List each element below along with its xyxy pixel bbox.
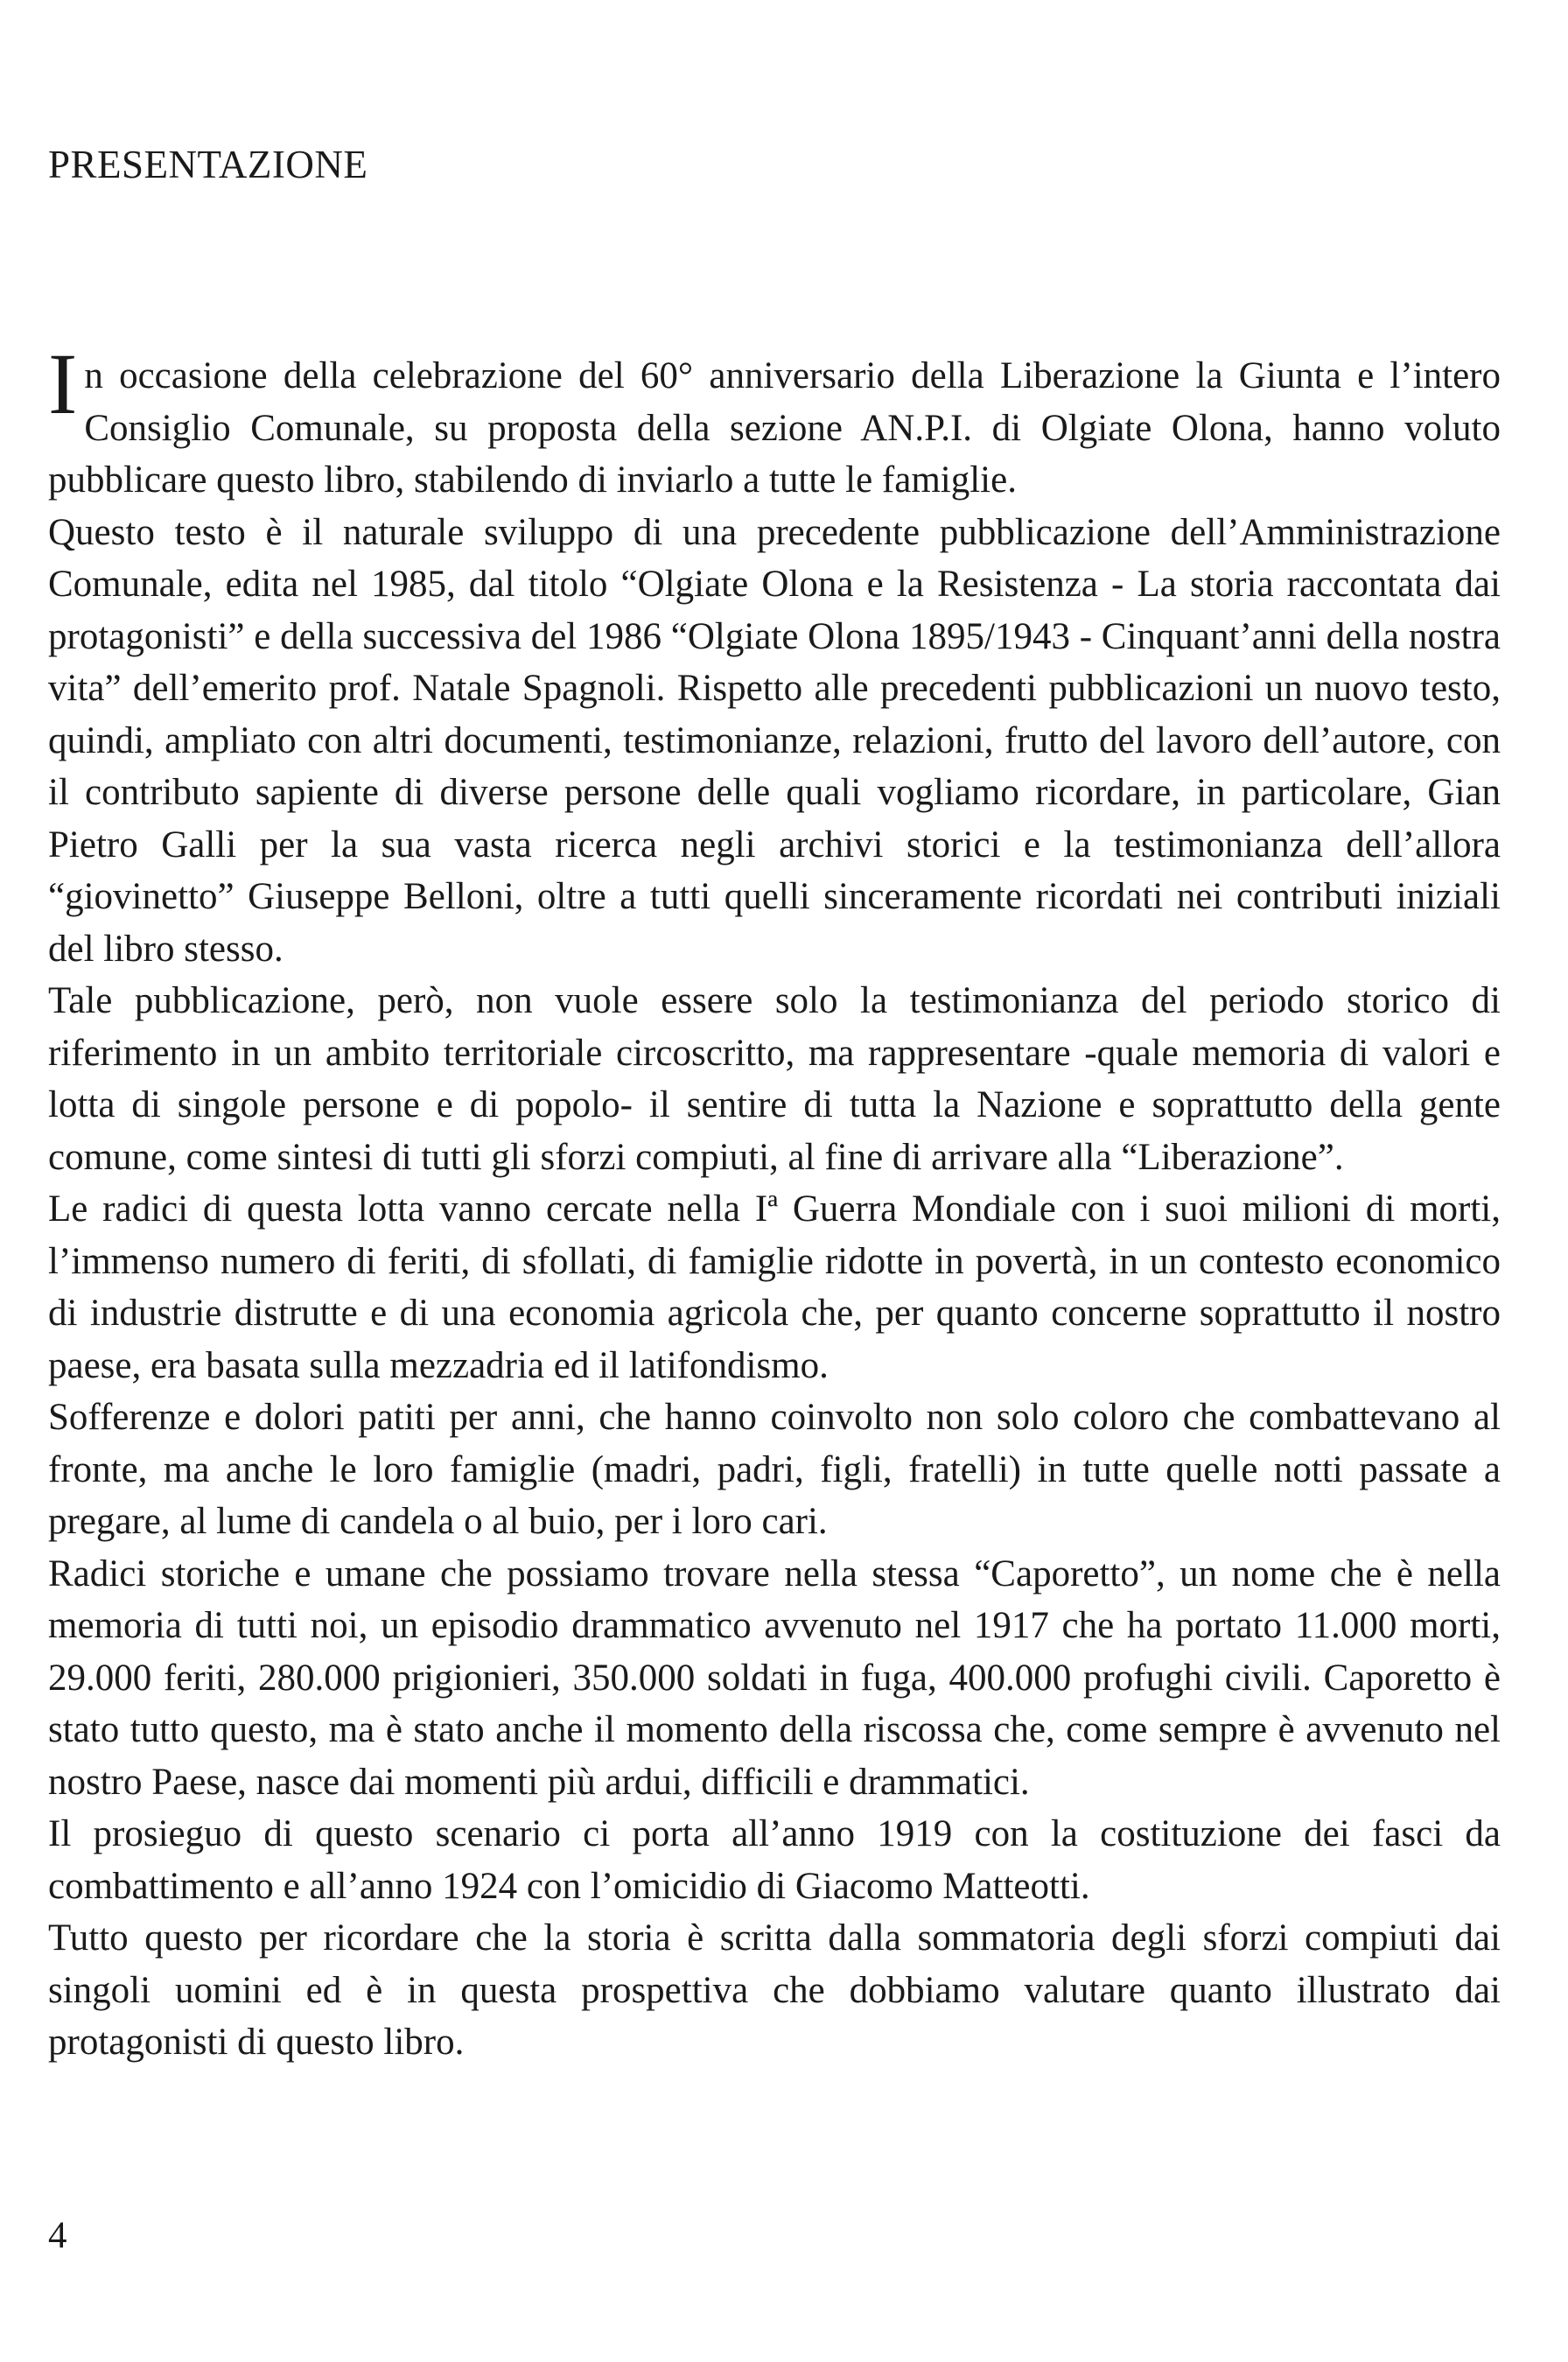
paragraph: Sofferenze e dolori patiti per anni, che hanno coinvolto non solo coloro che combattevano al fronte, ma anche le loro famiglie (madri, padri, figli, fratelli) in tutte quelle notti passate a pregare, al lume di candela o al buio, per i loro cari. [48,1397,1501,1542]
body-text [48,335,1501,2069]
paragraph: Radici storiche e umane che possiamo trovare nella stessa “Caporetto”, un nome che è nella memoria di tutti noi, un episodio drammatico avvenuto nel 1917 che ha portato 11.000 morti, 29.000 feriti, 280.000 prigionieri, 350.000 soldati in fuga, 400.000 profughi civili. Caporetto è stato tutto questo, ma è stato anche il momento della riscossa che, come sempre è avvenuto nel nostro Paese, nasce dai momenti più ardui, difficili e drammatici. [48,1552,1501,1803]
paragraph-text: n occasione della celebrazione del 60° anniversario della Liberazione la Giunta e l’intero Consiglio Comunale, su proposta della sezione AN.P.I. di Olgiate Olona, hanno voluto pubblicare questo libro, stabilendo di inviarlo a tutte le famiglie. [48,355,1501,501]
paragraph: Il prosieguo di questo scenario ci porta all’anno 1919 con la costituzione dei fasci da combattimento e all’anno 1924 con l’omicidio di Giacomo Matteotti. [48,1813,1501,1907]
drop-cap: I [48,335,78,432]
paragraph: Questo testo è il naturale sviluppo di una precedente pubblicazione dell’Amministrazione Comunale, edita nel 1985, dal titolo “Olgiate Olona e la Resistenza - La storia raccontata dai protagonisti” e della successiva del 1986 “Olgiate Olona 1895/1943 - Cinquant’anni della nostra vita” dell’emerito prof. Natale Spagnoli. Rispetto alle precedenti pubblicazioni un nuovo testo, quindi, ampliato con altri documenti, testimonianze, relazioni, frutto del lavoro dell’autore, con il contributo sapiente di diverse persone delle quali vogliamo ricordare, in particolare, Gian Pietro Galli per la sua vasta ricerca negli archivi storici e la testimonianza dell’allora “giovinetto” Giuseppe Belloni, oltre a tutti quelli sinceramente ricordati nei contributi iniziali del libro stesso. [48,511,1501,970]
page-number: 4 [48,2215,67,2256]
paragraph: Le radici di questa lotta vanno cercate nella Iª Guerra Mondiale con i suoi milioni di morti, l’immenso numero di feriti, di sfollati, di famiglie ridotte in povertà, in un contesto economico di industrie distrutte e di una economia agricola che, per quanto concerne soprattutto il nostro paese, era basata sulla mezzadria ed il latifondismo. [48,1188,1501,1386]
paragraph: Tale pubblicazione, però, non vuole essere solo la testimonianza del periodo storico di riferimento in un ambito territoriale circoscritto, ma rappresentare -quale memoria di valori e lotta di singole persone e di popolo- il sentire di tutta la Nazione e soprattutto della gente comune, come sintesi di tutti gli sforzi compiuti, al fine di arrivare alla “Liberazione”. [48,980,1501,1178]
paragraph: Tutto questo per ricordare che la storia è scritta dalla sommatoria degli sforzi compiuti dai singoli uomini ed è in questa prospettiva che dobbiamo valutare quanto illustrato dai protagonisti di questo libro. [48,1917,1501,2063]
paragraph [48,335,1501,507]
page-heading: PRESENTAZIONE [48,143,368,186]
